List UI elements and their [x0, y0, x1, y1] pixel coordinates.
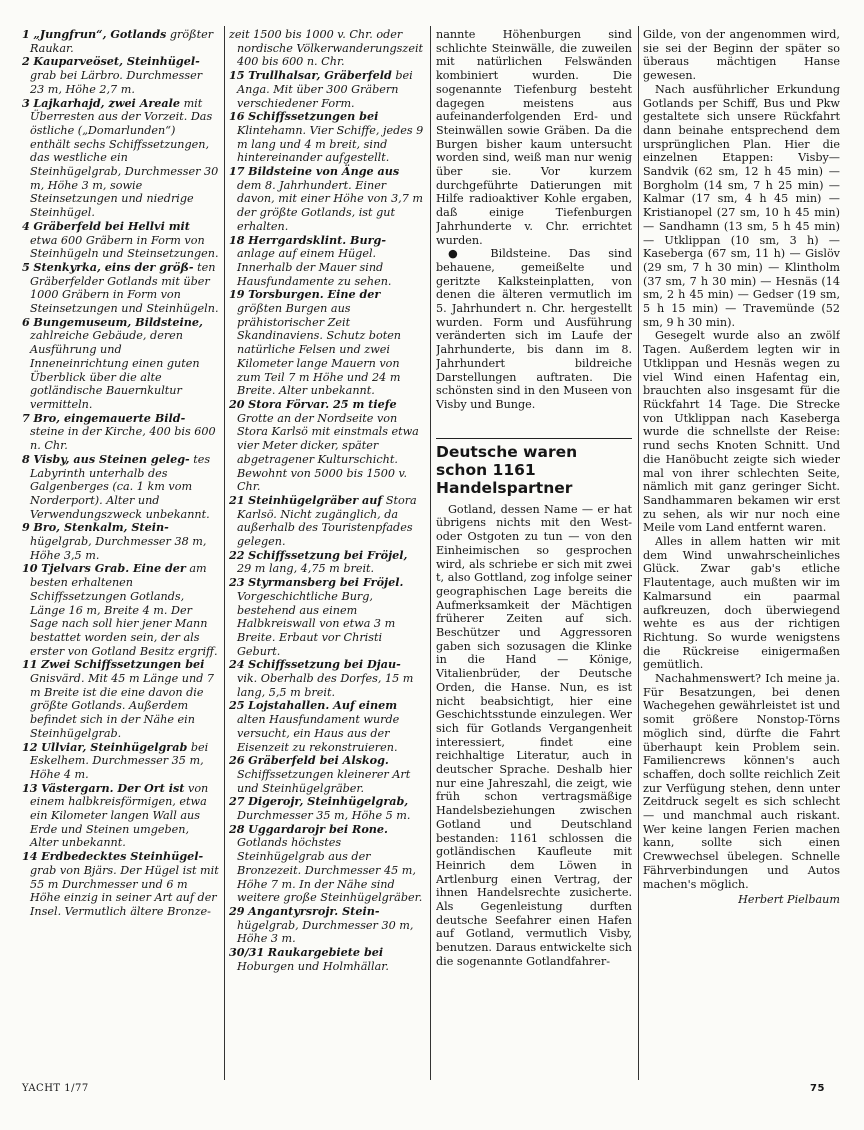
- site-name: Digerojr, Steinhügelgrab,: [248, 794, 409, 809]
- paragraph: Nach ausführlicher Erkundung Gotlands per Schiff, Bus und Pkw gestaltete sich unsere Rückfahrt dann beinahe entsprechend dem ursprünglichen Plan. Hier die einzelnen Etappen: Visby—Sandvik (62 sm, 12 h 45 min) — Borgholm (14 sm, 7 h 25 min) — Kalmar (17 sm, 4 h 45 min) — Kristianopel (27 sm, 10 h 45 min) — Sandhamn (13 sm, 5 h 45 min) — Utklippan (10 sm, 3 h) — Kaseberga (67 sm, 11 h) — Gislöv (29 sm, 7 h 30 min) — Klintholm (37 sm, 7 h 30 min) — Hesnäs (14 sm, 2 h 45 min) — Gedser (19 sm, 5 h 15 min) — Travemünde (52 sm, 9 h 30 min).: [643, 82, 840, 329]
- site-number: 5: [22, 259, 30, 274]
- site-name: Styrmansberg bei Fröjel.: [248, 575, 404, 590]
- site-description: Grotte an der Nordseite von Stora Karlsö mit einstmals etwa vier Meter dicker, später abgetragener Kulturschicht. Bewohnt von 5000 bis 1500 v. Chr.: [237, 411, 419, 494]
- site-number: 27: [229, 794, 245, 809]
- site-description: vik. Oberhalb des Dorfes, 15 m lang, 5,5 m breit.: [237, 672, 414, 699]
- site-name: Ullviar, Steinhügelgrab: [41, 739, 188, 754]
- site-name: Schiffssetzungen bei: [248, 109, 379, 124]
- paragraph: [436, 247, 632, 411]
- site-name: Gräberfeld bei Hellvi mit: [33, 218, 190, 233]
- page-number: 75: [810, 1083, 825, 1094]
- site-entry: [229, 754, 424, 795]
- site-entry: [22, 562, 219, 658]
- site-number: 10: [22, 561, 38, 576]
- site-number: 21: [229, 492, 245, 507]
- site-number: 23: [229, 575, 245, 590]
- site-entry: [22, 850, 219, 919]
- site-description: etwa 600 Gräbern in Form von Steinhügeln und Steinsetzungen.: [30, 233, 219, 261]
- site-name: Lojstahallen. Auf einem: [248, 698, 398, 713]
- site-number: 11: [22, 657, 38, 672]
- site-name: Bildsteine von Änge aus: [248, 164, 400, 179]
- site-description: grab von Bjärs. Der Hügel ist mit 55 m Durchmesser und 6 m Höhe einzig in seiner Art auf der Insel. Vermutlich ältere Bronze-: [30, 863, 219, 918]
- site-description: Durchmesser 35 m, Höhe 5 m.: [237, 809, 411, 823]
- site-number: 20: [229, 396, 245, 411]
- site-number: 29: [229, 904, 245, 918]
- column-site-list-2: [229, 28, 424, 1080]
- site-number: 14: [22, 849, 38, 864]
- site-entry: [22, 316, 219, 412]
- site-description: zeit 1500 bis 1000 v. Chr. oder nordische Völkerwanderungszeit 400 bis 600 n. Chr.: [229, 28, 424, 69]
- site-entry: [22, 55, 219, 96]
- site-name: Bro, Stenkalm, Stein-: [33, 520, 169, 535]
- site-name: Trullhalsar, Gräberfeld: [248, 68, 392, 83]
- site-name: Visby, aus Steinen geleg-: [33, 451, 190, 466]
- section-headline: Deutsche waren schon 1161 Handelspartner: [436, 438, 632, 497]
- site-description: dem 8. Jahrhundert. Einer davon, mit einer Höhe von 3,7 m der größte Gotlands, ist gut erhalten.: [237, 178, 424, 233]
- site-number: 6: [22, 314, 30, 329]
- site-name: Steinhügelgräber auf: [248, 492, 383, 507]
- site-entry: [22, 782, 219, 851]
- site-number: 28: [229, 821, 245, 836]
- site-name: Stora Förvar. 25 m tiefe: [248, 396, 397, 411]
- site-number: 7: [22, 410, 30, 425]
- magazine-issue: YACHT 1/77: [22, 1083, 89, 1094]
- site-number: 30/31: [229, 945, 265, 960]
- site-number: 12: [22, 739, 38, 754]
- site-entry: [22, 412, 219, 453]
- site-number: 2: [22, 54, 30, 69]
- paragraph-text: Bildsteine. Das sind behauene, gemeißelte und geritzte Kalksteinplatten, von denen die älteren vermutlich im 5. Jahrhundert n. Chr. hergestellt wurden. Form und Ausführung veränderten sich im Laufe der Jahrhunderte, bis dann im 8. Jahrhundert bildreiche Darstellungen auftraten. Die schönsten sind in den Museen von Visby und Bunge.: [436, 247, 632, 411]
- site-name: Zwei Schiffssetzungen bei: [41, 657, 205, 672]
- site-description: am besten erhaltenen Schiffssetzungen Gotlands, Länge 16 m, Breite 4 m. Der Sage nach soll hier jener Mann bestattet worden sein, der als erster von Gotland Besitz ergriff.: [30, 562, 218, 658]
- site-description: Gnisvärd. Mit 45 m Länge und 7 m Breite ist die eine davon die größte Gotlands. Außerdem befindet sich in der Nähe ein Steinhügelgrab.: [30, 672, 215, 740]
- site-description: Stora Karlsö. Nicht zugänglich, da außerhalb des Touristenpfades gelegen.: [237, 493, 417, 549]
- site-number: 18: [229, 232, 245, 247]
- site-number: 4: [22, 218, 30, 233]
- site-entry: [229, 795, 424, 822]
- site-name: Kauparveöset, Steinhügel-: [33, 54, 200, 69]
- paragraph: Gotland, dessen Name — er hat übrigens nichts mit den West- oder Ostgoten zu tun — von den Einheimischen so gesprochen wird, als schriebe er sich mit zwei t, also Gottland, zog infolge seiner geographischen Lage bereits die Aufmerksamkeit der Mächtigen früherer Zeiten auf sich. Beschützer und Aggressoren gaben sich sozusagen die Klinke in die Hand — Könige, Vitalienbrüder, der Deutsche Orden, die Hanse. Nun, es ist nicht beabsichtigt, hier eine Geschichtsstunde einzulegen. Wer sich für Gotlands Vergangenheit interessiert, findet eine reichhaltige Literatur, auch in deutscher Sprache. Deshalb hier nur eine Jahreszahl, die zeigt, wie früh schon vertragsmäßige Handelsbeziehungen zwischen Gotland und Deutschland bestanden: 1161 schlossen die gotländischen Kaufleute mit Heinrich dem Löwen in Artlenburg einen Vertrag, der ihnen Handelsrechte zusicherte. Als Gegenleistung durften deutsche Seefahrer einen Hafen auf Gotland, vermutlich Visby, benutzen. Daraus entwickelte sich die sogenannte Gotlandfahrer-: [436, 502, 632, 968]
- site-number: 19: [229, 287, 245, 302]
- site-description: größten Burgen aus prähistorischer Zeit Skandinaviens. Schutz boten natürliche Felsen und zwei Kilometer lange Mauern von zum Teil 7 m Höhe und 24 m Breite. Alter unbekannt.: [237, 302, 402, 398]
- column-article-2: [643, 28, 840, 1080]
- site-name: Schiffssetzung bei Djau-: [248, 657, 401, 672]
- site-name: Schiffssetzung bei Fröjel,: [248, 547, 408, 562]
- column-rule: [430, 26, 431, 1080]
- site-name: Angantyrsrojr. Stein-: [248, 904, 380, 918]
- site-number: 26: [229, 753, 245, 768]
- site-description: Hoburgen und Holmhällar.: [237, 959, 389, 973]
- site-description: 29 m lang, 4,75 m breit.: [237, 562, 375, 576]
- site-entry: [229, 288, 424, 398]
- site-name: Västergarn. Der Ort ist: [41, 780, 185, 795]
- site-description: Klintehamn. Vier Schiffe, jedes 9 m lang und 4 m breit, sind hintereinander aufgestellt.: [237, 123, 424, 165]
- paragraph: Alles in allem hatten wir mit dem Wind unwahrscheinliches Glück. Zwar gab's etliche Flautentage, auch mußten wir im Kalmarsund ein paarmal aufkreuzen, doch überwiegend wehte es aus der richtigen Richtung. So wurde wenigstens die Rückreise einigermaßen gemütlich.: [643, 535, 840, 672]
- paragraph: nannte Höhenburgen sind schlichte Steinwälle, die zuweilen mit natürlichen Felswänden kombiniert wurden. Die sogenannte Tiefenburg besteht dagegen meistens aus aufeinanderfolgenden Erd- und Steinwällen sowie Gräben. Da die Burgen bisher kaum untersucht worden sind, weiß man nur wenig über sie. Vor kurzem durchgeführte Datierungen mit Hilfe radioaktiver Kohle ergaben, daß einige Tiefenburgen Jahrhunderte v. Chr. errichtet wurden.: [436, 28, 632, 247]
- site-number: 24: [229, 657, 245, 672]
- column-rule: [224, 26, 225, 1080]
- site-description: bei Anga. Mit über 300 Gräbern verschiedener Form.: [237, 69, 413, 110]
- site-name: Uggardarojr bei Rone.: [248, 821, 388, 836]
- site-number: 13: [22, 780, 38, 795]
- site-name: Bungemuseum, Bildsteine,: [33, 314, 203, 329]
- site-entry: [22, 28, 219, 55]
- site-entry: [229, 110, 424, 165]
- site-description: grab bei Lärbro. Durchmesser 23 m, Höhe 2,7 m.: [30, 69, 203, 96]
- site-entry: [229, 823, 424, 905]
- site-number: 1: [22, 28, 30, 41]
- site-description: tes Labyrinth unterhalb des Galgenberges (ca. 1 km vom Norderport). Alter und Verwendungszweck unbekannt.: [30, 452, 211, 521]
- site-description: zahlreiche Gebäude, deren Ausführung und Inneneinrichtung einen guten Überblick über die alte gotländische Bauernkultur vermitteln.: [30, 329, 200, 411]
- site-description: Schiffssetzungen kleinerer Art und Steinhügelgräber.: [237, 767, 411, 795]
- site-name: Lajkarhajd, zwei Areale: [33, 95, 181, 110]
- site-name: Erdbedecktes Steinhügel-: [41, 849, 204, 864]
- site-number: 8: [22, 451, 30, 466]
- site-entry: [229, 165, 424, 234]
- site-description: Gotlands höchstes Steinhügelgrab aus der Bronzezeit. Durchmesser 45 m, Höhe 7 m. In der Nähe sind weitere große Steinhügelgräber.: [237, 836, 423, 905]
- site-description: mit Überresten aus der Vorzeit. Das östliche („Domarlunden“) enthält sechs Schiffssetzungen, das westliche ein Steinhügelgrab, Durchmesser 30 m, Höhe 3 m, sowie Steinsetzungen und niedrige Steinhügel.: [30, 96, 219, 220]
- site-entry: [229, 69, 424, 110]
- site-description: ten Gräberfelder Gotlands mit über 1000 Gräbern in Form von Steinsetzungen und Steinhügeln.: [30, 260, 219, 316]
- site-number: 9: [22, 520, 30, 535]
- site-number: 3: [22, 95, 30, 110]
- site-entry: [22, 741, 219, 782]
- site-number: 15: [229, 68, 245, 83]
- column-rule: [638, 26, 639, 1080]
- site-entry: [229, 549, 424, 576]
- site-description: größter Raukar.: [30, 28, 214, 55]
- site-description: alten Hausfundament wurde versucht, ein Haus aus der Eisenzeit zu rekonstruieren.: [237, 713, 400, 754]
- paragraph: Gilde, von der angenommen wird, sie sei der Beginn der später so überaus mächtigen Hanse gewesen.: [643, 28, 840, 83]
- paragraph: Nachahmenswert? Ich meine ja. Für Besatzungen, bei denen Wachegehen gewährleistet ist und somit größere Nonstop-Törns möglich sind, dürfte die Fahrt überhaupt kein Problem sein. Familiencrews können's auch schaffen, doch sollte reichlich Zeit zur Verfügung stehen, denn unter Zeitdruck segelt es sich schlecht — und manchmal auch riskant. Wer keine langen Ferien machen kann, sollte sich einen Crewwechsel übelegen. Schnelle Fährverbindungen und Autos machen's möglich.: [643, 672, 840, 891]
- site-entry: [229, 28, 424, 69]
- site-description: hügelgrab, Durchmesser 38 m, Höhe 3,5 m.: [30, 535, 207, 562]
- site-name: „Jungfrun“, Gotlands: [33, 28, 167, 41]
- site-entry: [229, 494, 424, 549]
- paragraph: Gesegelt wurde also an zwölf Tagen. Außerdem legten wir in Utklippan und Hesnäs wegen zu viel Wind einen Hafentag ein, brauchten also insgesamt für die Rückfahrt 14 Tage. Die Strecke von Utklippan nach Kaseberga wurde die schnellste der Reise: rund sechs Knoten Schnitt. Und die Hanöbucht zeigte sich wieder mal von ihrer schlechten Seite, nämlich mit ganz geringer Sicht. Sandhammaren bekamen wir erst zu sehen, als wir nur noch eine Meile vom Land entfernt waren.: [643, 329, 840, 535]
- author-signature: Herbert Pielbaum: [738, 893, 840, 907]
- bullet-icon: ●: [448, 247, 473, 261]
- site-name: Tjelvars Grab. Eine der: [41, 561, 186, 576]
- site-entry: [229, 398, 424, 494]
- site-number: 25: [229, 698, 245, 713]
- site-name: Raukargebiete bei: [267, 945, 384, 960]
- site-name: Bro, eingemauerte Bild-: [33, 410, 186, 425]
- site-entry: [229, 576, 424, 658]
- site-description: Vorgeschichtliche Burg, bestehend aus einem Halbkreiswall von etwa 3 m Breite. Erbaut vor Christi Geburt.: [237, 589, 396, 658]
- site-entry: [229, 658, 424, 699]
- site-entry: [22, 658, 219, 740]
- site-description: bei Eskelhem. Durchmesser 35 m, Höhe 4 m.: [30, 740, 209, 781]
- site-description: steine in der Kirche, 400 bis 600 n. Chr.: [30, 425, 216, 453]
- site-entry: [22, 220, 219, 261]
- site-entry: [22, 261, 219, 316]
- site-number: 22: [229, 547, 245, 562]
- site-entry: [22, 521, 219, 562]
- site-name: Torsburgen. Eine der: [248, 287, 381, 302]
- site-name: Herrgardsklint. Burg-: [248, 232, 386, 247]
- site-entry: [229, 946, 424, 973]
- site-number: 17: [229, 164, 245, 179]
- site-description: von einem halbkreisförmigen, etwa ein Kilometer langen Wall aus Erde und Steinen umgeben, Alter unbekannt.: [30, 781, 209, 850]
- site-entry: [229, 699, 424, 754]
- column-article-1: [436, 28, 632, 1080]
- site-name: Stenkyrka, eins der größ-: [33, 259, 194, 274]
- site-entry: [22, 453, 219, 522]
- site-entry: [229, 905, 424, 946]
- site-entry: [22, 97, 219, 220]
- site-description: hügelgrab, Durchmesser 30 m, Höhe 3 m.: [237, 918, 414, 946]
- column-site-list-1: [22, 28, 219, 1080]
- site-description: anlage auf einem Hügel. Innerhalb der Mauer sind Hausfundamente zu sehen.: [237, 247, 392, 288]
- site-entry: [229, 234, 424, 289]
- site-number: 16: [229, 109, 245, 124]
- site-name: Gräberfeld bei Alskog.: [248, 753, 389, 768]
